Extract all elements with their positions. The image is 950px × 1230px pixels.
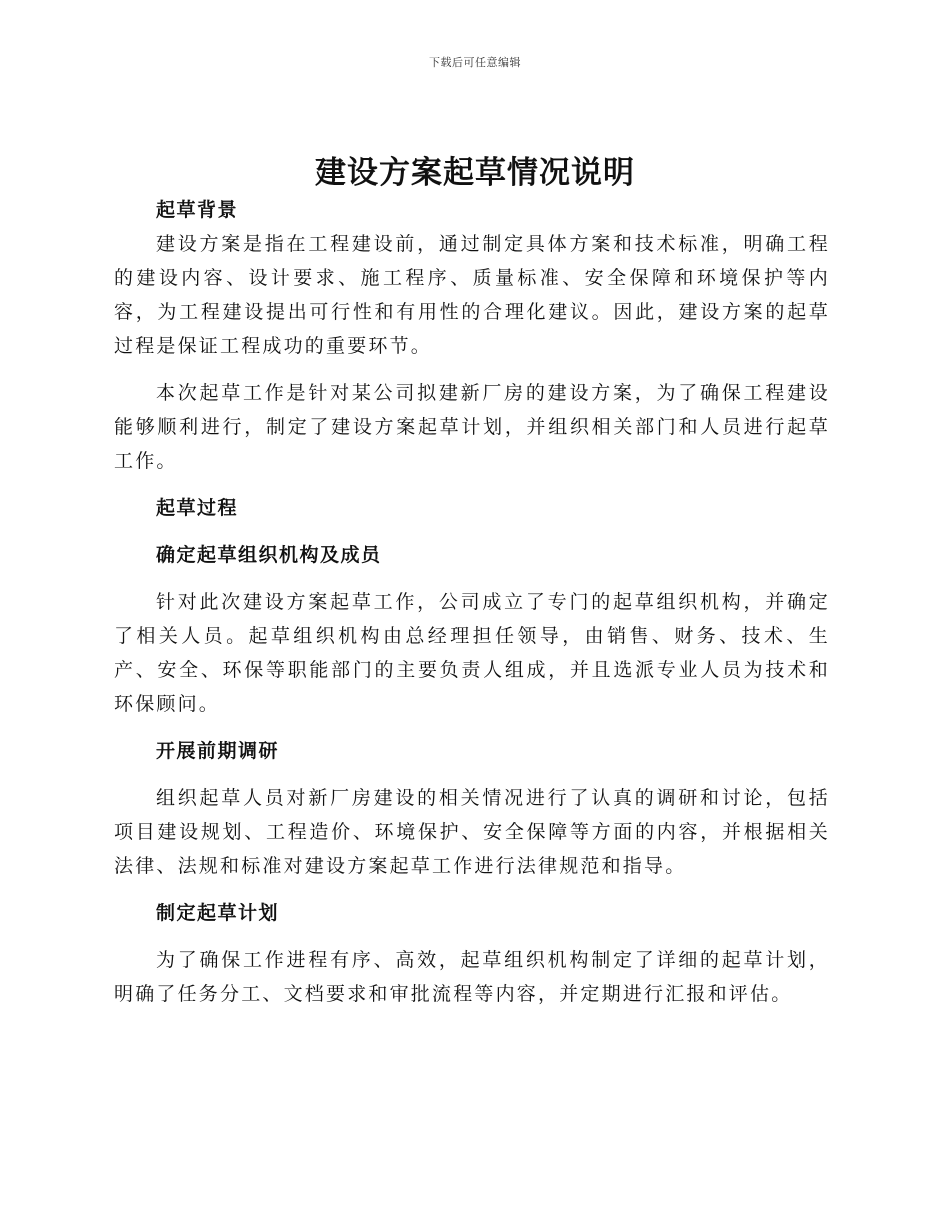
paragraph-organization: 针对此次建设方案起草工作，公司成立了专门的起草组织机构，并确定了相关人员。起草组织机构由总经理担任领导，由销售、财务、技术、生产、安全、环保等职能部门的主要负责人组成，并且选派专业人员为技术和环保顾问。: [114, 591, 830, 715]
subsection-heading-research: 开展前期调研: [156, 740, 280, 762]
paragraph-research: 组织起草人员对新厂房建设的相关情况进行了认真的调研和讨论，包括项目建设规划、工程造价、环境保护、安全保障等方面的内容，并根据相关法律、法规和标准对建设方案起草工作进行法律规范和指导。: [114, 787, 830, 877]
document-title: 建设方案起草情况说明: [315, 155, 635, 191]
section-heading-process: 起草过程: [156, 497, 239, 519]
paragraph-plan: 为了确保工作进程有序、高效，起草组织机构制定了详细的起草计划，明确了任务分工、文档要求和审批流程等内容，并定期进行汇报和评估。: [114, 949, 830, 1005]
subsection-heading-organization: 确定起草组织机构及成员: [156, 544, 382, 566]
paragraph-background-2: 本次起草工作是针对某公司拟建新厂房的建设方案，为了确保工程建设能够顺利进行，制定了建设方案起草计划，并组织相关部门和人员进行起草工作。: [114, 382, 830, 472]
paragraph-background-1: 建设方案是指在工程建设前，通过制定具体方案和技术标准，明确工程的建设内容、设计要求、施工程序、质量标准、安全保障和环境保护等内容，为工程建设提出可行性和有用性的合理化建议。因此，建设方案的起草过程是保证工程成功的重要环节。: [114, 233, 830, 357]
running-header-note: 下载后可任意编辑: [429, 56, 521, 69]
document-body: [114, 193, 830, 1011]
section-heading-background: 起草背景: [156, 199, 239, 221]
subsection-heading-plan: 制定起草计划: [156, 902, 280, 924]
